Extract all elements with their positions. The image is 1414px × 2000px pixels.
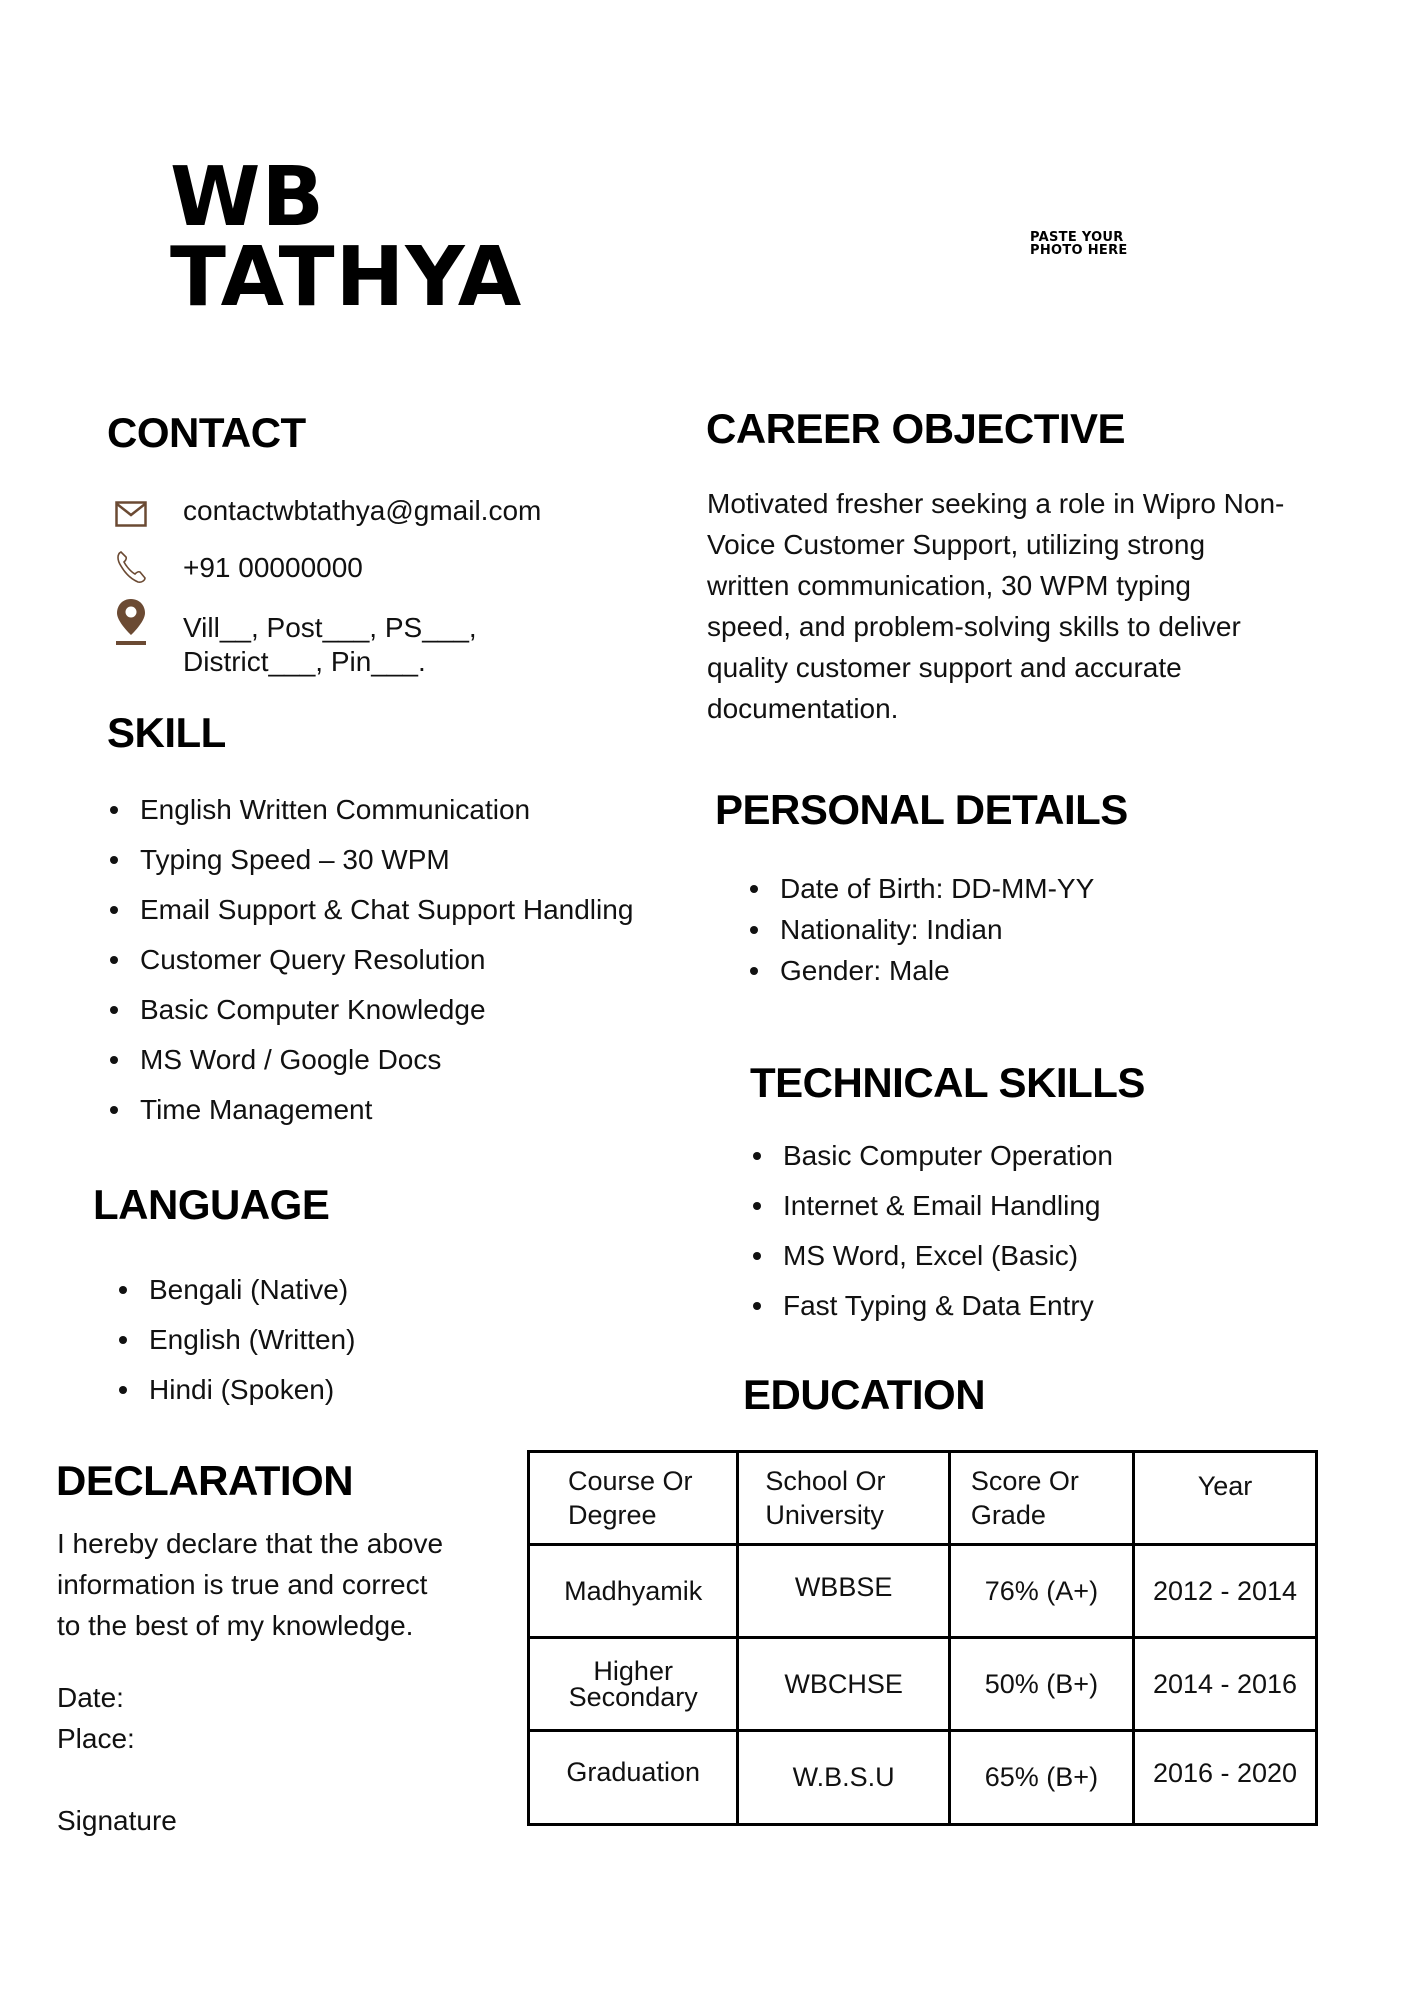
education-heading: EDUCATION: [743, 1371, 986, 1418]
location-pin-icon: [113, 597, 149, 647]
language-item: Hindi (Spoken): [119, 1365, 355, 1415]
cell-score: 76% (A+): [949, 1545, 1133, 1638]
technical-skill-item: Internet & Email Handling: [753, 1181, 1113, 1231]
declaration-heading: DECLARATION: [56, 1457, 354, 1504]
technical-skill-item: Basic Computer Operation: [753, 1131, 1113, 1181]
skill-heading: SKILL: [107, 709, 226, 756]
technical-skill-item: Fast Typing & Data Entry: [753, 1281, 1113, 1331]
contact-phone[interactable]: +91 00000000: [183, 552, 363, 583]
declaration-fields: [57, 1677, 177, 1841]
language-item: Bengali (Native): [119, 1265, 355, 1315]
phone-icon: [113, 547, 149, 587]
language-heading: LANGUAGE: [93, 1181, 330, 1228]
career-objective-text: Motivated fresher seeking a role in Wipro Non- Voice Customer Support, utilizing strong written communication, 30 WPM typing speed, and problem-solving skills to deliver quality customer support and accurate documentation.: [707, 488, 1285, 724]
column-header-score: Score Or Grade: [949, 1452, 1133, 1545]
skill-item: Basic Computer Knowledge: [110, 985, 633, 1035]
cell-year: 2012 - 2014: [1134, 1545, 1317, 1638]
contact-phone-row: [113, 547, 363, 587]
date-label: Date:: [57, 1682, 124, 1713]
table-row: [529, 1731, 1317, 1825]
personal-details-heading: PERSONAL DETAILS: [715, 786, 1128, 833]
column-header-school: School Or University: [738, 1452, 949, 1545]
contact-address-row: [113, 597, 477, 677]
address-line-1: Vill__, Post___, PS___,: [183, 612, 477, 643]
cell-course: Higher Secondary: [529, 1638, 738, 1731]
mail-icon: [113, 494, 149, 534]
cell-score: 50% (B+): [949, 1638, 1133, 1731]
contact-email-row: [113, 494, 542, 534]
skill-item: Time Management: [110, 1085, 633, 1135]
skill-item: Email Support & Chat Support Handling: [110, 885, 633, 935]
career-objective-heading: CAREER OBJECTIVE: [706, 405, 1126, 452]
table-row: [529, 1545, 1317, 1638]
photo-placeholder[interactable]: [1030, 231, 1128, 257]
name-line-1: WB: [170, 150, 325, 245]
declaration-text: I hereby declare that the above information is true and correct to the best of my knowledge.: [57, 1528, 444, 1641]
skill-item: MS Word / Google Docs: [110, 1035, 633, 1085]
cell-year: 2014 - 2016: [1134, 1638, 1317, 1731]
column-header-year: Year: [1134, 1452, 1317, 1545]
contact-email[interactable]: contactwbtathya@gmail.com: [183, 495, 542, 526]
skill-item: English Written Communication: [110, 785, 633, 835]
contact-address: [183, 611, 477, 679]
personal-detail-item: Nationality: Indian: [750, 909, 1094, 950]
cell-score: 65% (B+): [949, 1731, 1133, 1825]
table-row: [529, 1638, 1317, 1731]
column-header-course: Course Or Degree: [529, 1452, 738, 1545]
photo-placeholder-line-1: PASTE YOUR: [1030, 230, 1124, 245]
photo-placeholder-line-2: PHOTO HERE: [1030, 243, 1128, 258]
skill-list: [110, 785, 633, 1135]
contact-heading: CONTACT: [107, 409, 306, 456]
education-table: [527, 1450, 1318, 1826]
place-label: Place:: [57, 1723, 135, 1754]
cell-course: Graduation: [529, 1731, 738, 1825]
resume-name: [170, 150, 523, 325]
personal-detail-item: Date of Birth: DD-MM-YY: [750, 868, 1094, 909]
technical-skill-item: MS Word, Excel (Basic): [753, 1231, 1113, 1281]
address-line-2: District___, Pin___.: [183, 646, 426, 677]
skill-item: Typing Speed – 30 WPM: [110, 835, 633, 885]
personal-detail-item: Gender: Male: [750, 950, 1094, 991]
cell-school: WBBSE: [738, 1545, 949, 1638]
technical-skills-list: [753, 1131, 1113, 1331]
cell-course: Madhyamik: [529, 1545, 738, 1638]
signature-label: Signature: [57, 1805, 177, 1836]
personal-details-list: [750, 868, 1094, 991]
name-line-2: TATHYA: [170, 230, 523, 325]
language-list: [119, 1265, 355, 1415]
technical-skills-heading: TECHNICAL SKILLS: [750, 1059, 1145, 1106]
skill-item: Customer Query Resolution: [110, 935, 633, 985]
language-item: English (Written): [119, 1315, 355, 1365]
cell-year: 2016 - 2020: [1134, 1731, 1317, 1825]
cell-school: W.B.S.U: [738, 1731, 949, 1825]
cell-school: WBCHSE: [738, 1638, 949, 1731]
education-header-row: [529, 1452, 1317, 1545]
